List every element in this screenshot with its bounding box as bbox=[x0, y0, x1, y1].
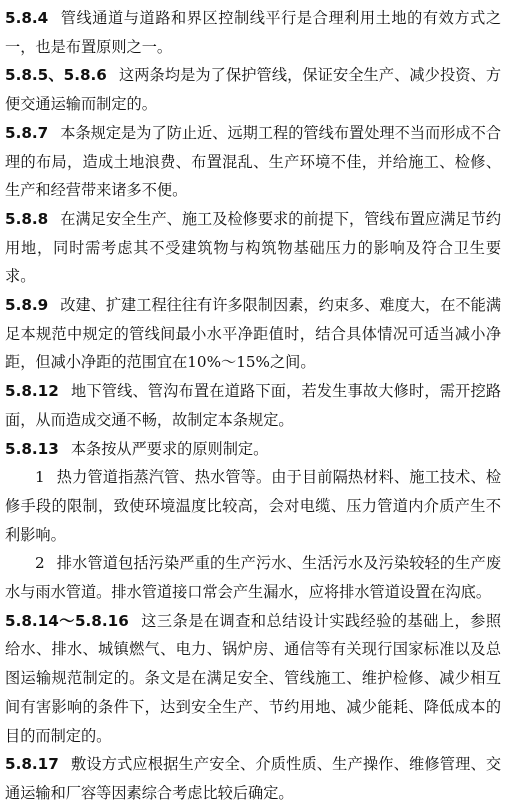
clause-5-8-13-item-1 bbox=[5, 463, 501, 549]
clause-number: 5.8.14～5.8.16 bbox=[5, 611, 129, 630]
item-text: 热力管道指蒸汽管、热水管等。由于目前隔热材料、施工技术、检修手段的限制，致使环境温度比较高，会对电缆、压力管道内介质产生不利影响。 bbox=[5, 468, 501, 544]
clause-5-8-13-item-2 bbox=[5, 549, 501, 606]
clause-5-8-14-16 bbox=[5, 607, 501, 751]
clause-number: 5.8.17 bbox=[5, 755, 59, 774]
item-number: 2 bbox=[35, 554, 45, 573]
clause-text: 地下管线、管沟布置在道路下面，若发生事故大修时，需开挖路面，从而造成交通不畅，故制定本条规定。 bbox=[5, 382, 501, 429]
clause-text: 管线通道与道路和界区控制线平行是合理利用土地的有效方式之一，也是布置原则之一。 bbox=[5, 9, 501, 56]
clause-5-8-9 bbox=[5, 291, 501, 377]
clause-number: 5.8.8 bbox=[5, 209, 49, 228]
clause-5-8-13 bbox=[5, 435, 501, 464]
clause-text: 敷设方式应根据生产安全、介质性质、生产操作、维修管理、交通运输和厂容等因素综合考虑比较后确定。 bbox=[5, 755, 501, 802]
item-text: 排水管道包括污染严重的生产污水、生活污水及污染较轻的生产废水与雨水管道。排水管道接口常会产生漏水，应将排水管道设置在沟底。 bbox=[5, 554, 501, 602]
clause-5-8-4 bbox=[5, 4, 501, 61]
clause-number: 5.8.12 bbox=[5, 382, 59, 401]
clause-number: 5.8.9 bbox=[5, 296, 49, 315]
clause-5-8-8 bbox=[5, 205, 501, 291]
clause-number: 5.8.7 bbox=[5, 123, 49, 142]
clause-text: 这三条是在调查和总结设计实践经验的基础上，参照给水、排水、城镇燃气、电力、锅炉房、通信等有关现行国家标准以及总图运输规范制定的。条文是在满足安全、管线施工、维护检修、减少相互间有害影响的条件下，达到安全生产、节约用地、减少能耗、降低成本的目的而制定的。 bbox=[5, 611, 502, 745]
clause-5-8-5-6 bbox=[5, 61, 501, 118]
clause-5-8-7 bbox=[5, 119, 501, 205]
clause-text: 在满足安全生产、施工及检修要求的前提下，管线布置应满足节约用地，同时需考虑其不受建筑物与构筑物基础压力的影响及符合卫生要求。 bbox=[5, 209, 501, 286]
clause-text: 本条规定是为了防止近、远期工程的管线布置处理不当而形成不合理的布局，造成土地浪费、布置混乱、生产环境不佳，并给施工、检修、生产和经营带来诸多不便。 bbox=[5, 123, 501, 200]
clause-text: 改建、扩建工程往往有许多限制因素，约束多、难度大，在不能满足本规范中规定的管线间最小水平净距值时，结合具体情况可适当减小净距，但减小净距的范围宜在10%～15%之间。 bbox=[5, 296, 501, 372]
clause-number: 5.8.5、5.8.6 bbox=[5, 66, 107, 85]
clause-number: 5.8.13 bbox=[5, 439, 59, 458]
item-number: 1 bbox=[35, 468, 45, 487]
document-page bbox=[5, 4, 501, 808]
clause-5-8-12 bbox=[5, 377, 501, 434]
clause-text: 这两条均是为了保护管线，保证安全生产、减少投资、方便交通运输而制定的。 bbox=[5, 66, 502, 114]
clause-number: 5.8.4 bbox=[5, 9, 49, 27]
clause-text: 本条按从严要求的原则制定。 bbox=[70, 439, 269, 458]
clause-5-8-17 bbox=[5, 750, 501, 807]
